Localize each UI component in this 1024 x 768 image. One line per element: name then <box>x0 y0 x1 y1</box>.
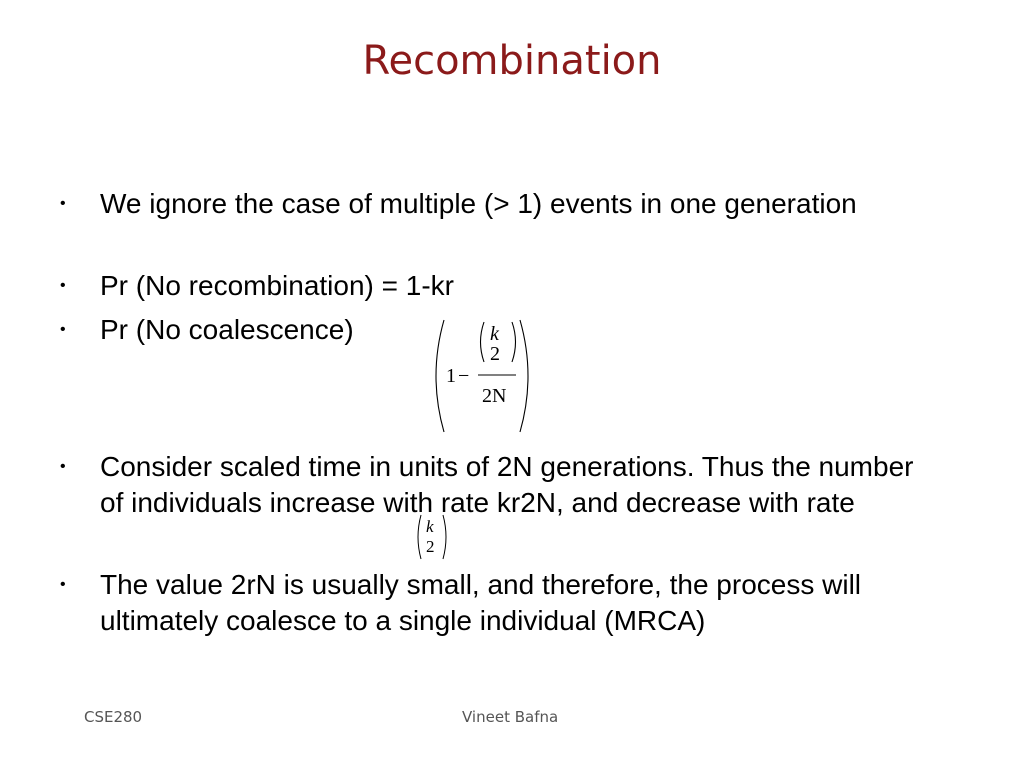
bullet-item <box>60 268 930 304</box>
bullet-text: The value 2rN is usually small, and therefore, the process will ultimately coalesce to a single individual (MRCA) <box>100 569 862 636</box>
bullet-dot-icon: • <box>60 321 66 338</box>
formula-two: 2 <box>490 343 500 365</box>
small-formula-two: 2 <box>426 537 435 556</box>
footer-course: CSE280 <box>84 708 143 726</box>
bullet-text: Pr (No coalescence) <box>100 314 354 345</box>
bullet-text: Pr (No recombination) = 1-kr <box>100 270 455 301</box>
slide-title: Recombination <box>362 38 662 84</box>
bullet-dot-icon: • <box>60 195 66 212</box>
bullet-text: Consider scaled time in units of 2N generations. Thus the number of individuals increase with rate kr2N, and decrease with rate <box>100 451 914 518</box>
bullet-item <box>60 186 930 222</box>
no-coalescence-formula <box>428 314 534 438</box>
footer-author: Vineet Bafna <box>462 708 559 726</box>
bullet-dot-icon: • <box>60 277 66 294</box>
small-formula-k: k <box>426 517 434 536</box>
bullet-text: We ignore the case of multiple (> 1) events in one generation <box>100 188 857 219</box>
formula-one: 1 <box>446 365 456 387</box>
bullet-dot-icon: • <box>60 576 66 593</box>
bullet-dot-icon: • <box>60 458 66 475</box>
formula-k: k <box>490 323 499 345</box>
bullet-item <box>60 567 930 639</box>
bullet-item <box>60 449 930 521</box>
formula-denominator: 2N <box>482 385 507 407</box>
formula-minus: − <box>458 365 470 387</box>
binomial-formula <box>412 512 452 562</box>
